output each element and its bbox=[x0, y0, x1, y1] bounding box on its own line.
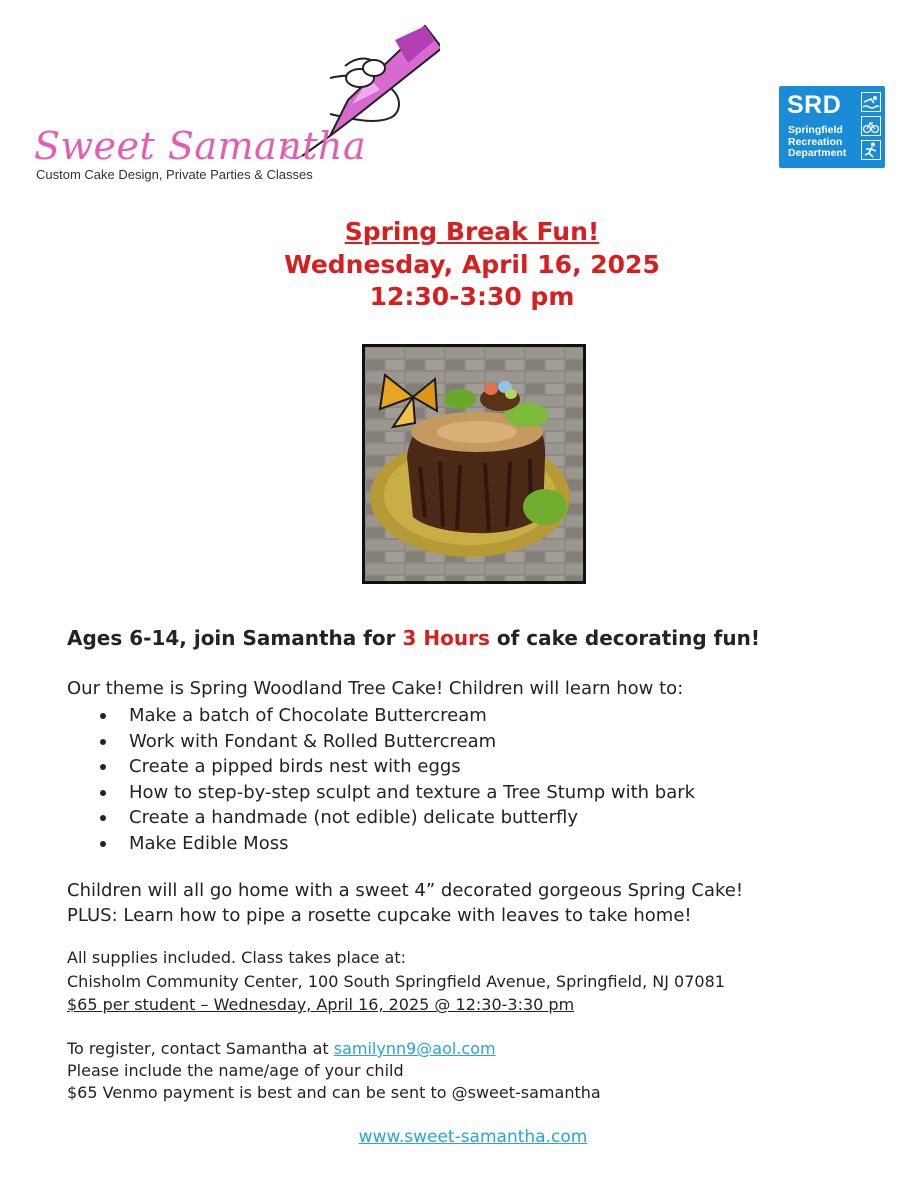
skills-list bbox=[98, 703, 695, 857]
supplies-line: All supplies included. Class takes place at: bbox=[67, 948, 406, 967]
website-link[interactable]: www.sweet-samantha.com bbox=[358, 1127, 588, 1147]
srd-line-3: Department bbox=[788, 147, 847, 159]
list-item: Create a pipped birds nest with eggs bbox=[98, 754, 695, 780]
intro-text-end: of cake decorating fun! bbox=[489, 626, 760, 650]
venmo-line: $65 Venmo payment is best and can be sent to @sweet-samantha bbox=[67, 1083, 601, 1102]
theme-line: Our theme is Spring Woodland Tree Cake! Children will learn how to: bbox=[67, 678, 684, 699]
include-line: Please include the name/age of your child bbox=[67, 1061, 404, 1080]
event-time: 12:30-3:30 pm bbox=[369, 282, 575, 311]
tree-stump-cake-image bbox=[365, 347, 583, 581]
brand-tagline: Custom Cake Design, Private Parties & Classes bbox=[36, 167, 313, 182]
runner-icon bbox=[862, 141, 881, 160]
activity-icons bbox=[861, 92, 881, 164]
srd-logo bbox=[779, 86, 885, 168]
location-address: Chisholm Community Center, 100 South Springfield Avenue, Springfield, NJ 07081 bbox=[67, 972, 725, 991]
list-item: Create a handmade (not edible) delicate butterfly bbox=[98, 805, 695, 831]
take-home-cake-line: Children will all go home with a sweet 4” decorated gorgeous Spring Cake! bbox=[67, 880, 744, 901]
list-item: Work with Fondant & Rolled Buttercream bbox=[98, 729, 695, 755]
srd-department-name bbox=[788, 125, 846, 160]
intro-text: Ages 6-14, join Samantha for bbox=[67, 626, 403, 650]
list-item: Make Edible Moss bbox=[98, 831, 695, 857]
srd-abbr: SRD bbox=[787, 91, 842, 119]
swimmer-icon bbox=[862, 93, 881, 112]
list-item: Make a batch of Chocolate Buttercream bbox=[98, 703, 695, 729]
srd-line-1: Springfield bbox=[788, 124, 843, 136]
event-title: Spring Break Fun! bbox=[344, 217, 600, 246]
brand-name: Sweet Samantha bbox=[34, 124, 367, 168]
price-line: $65 per student – Wednesday, April 16, 2025 @ 12:30-3:30 pm bbox=[67, 995, 575, 1014]
bicycle-icon bbox=[862, 117, 881, 136]
list-item: How to step-by-step sculpt and texture a Tree Stump with bark bbox=[98, 780, 695, 806]
age-intro bbox=[67, 626, 760, 650]
register-line bbox=[67, 1039, 496, 1058]
event-date: Wednesday, April 16, 2025 bbox=[284, 250, 660, 279]
duration-highlight: 3 Hours bbox=[402, 626, 490, 650]
website-row bbox=[0, 1127, 898, 1147]
srd-line-2: Recreation bbox=[788, 135, 843, 148]
cake-photo bbox=[362, 344, 586, 584]
register-text: To register, contact Samantha at bbox=[67, 1039, 334, 1058]
cupcake-bonus-line: PLUS: Learn how to pipe a rosette cupcake with leaves to take home! bbox=[67, 905, 692, 926]
email-link[interactable]: samilynn9@aol.com bbox=[333, 1039, 496, 1058]
